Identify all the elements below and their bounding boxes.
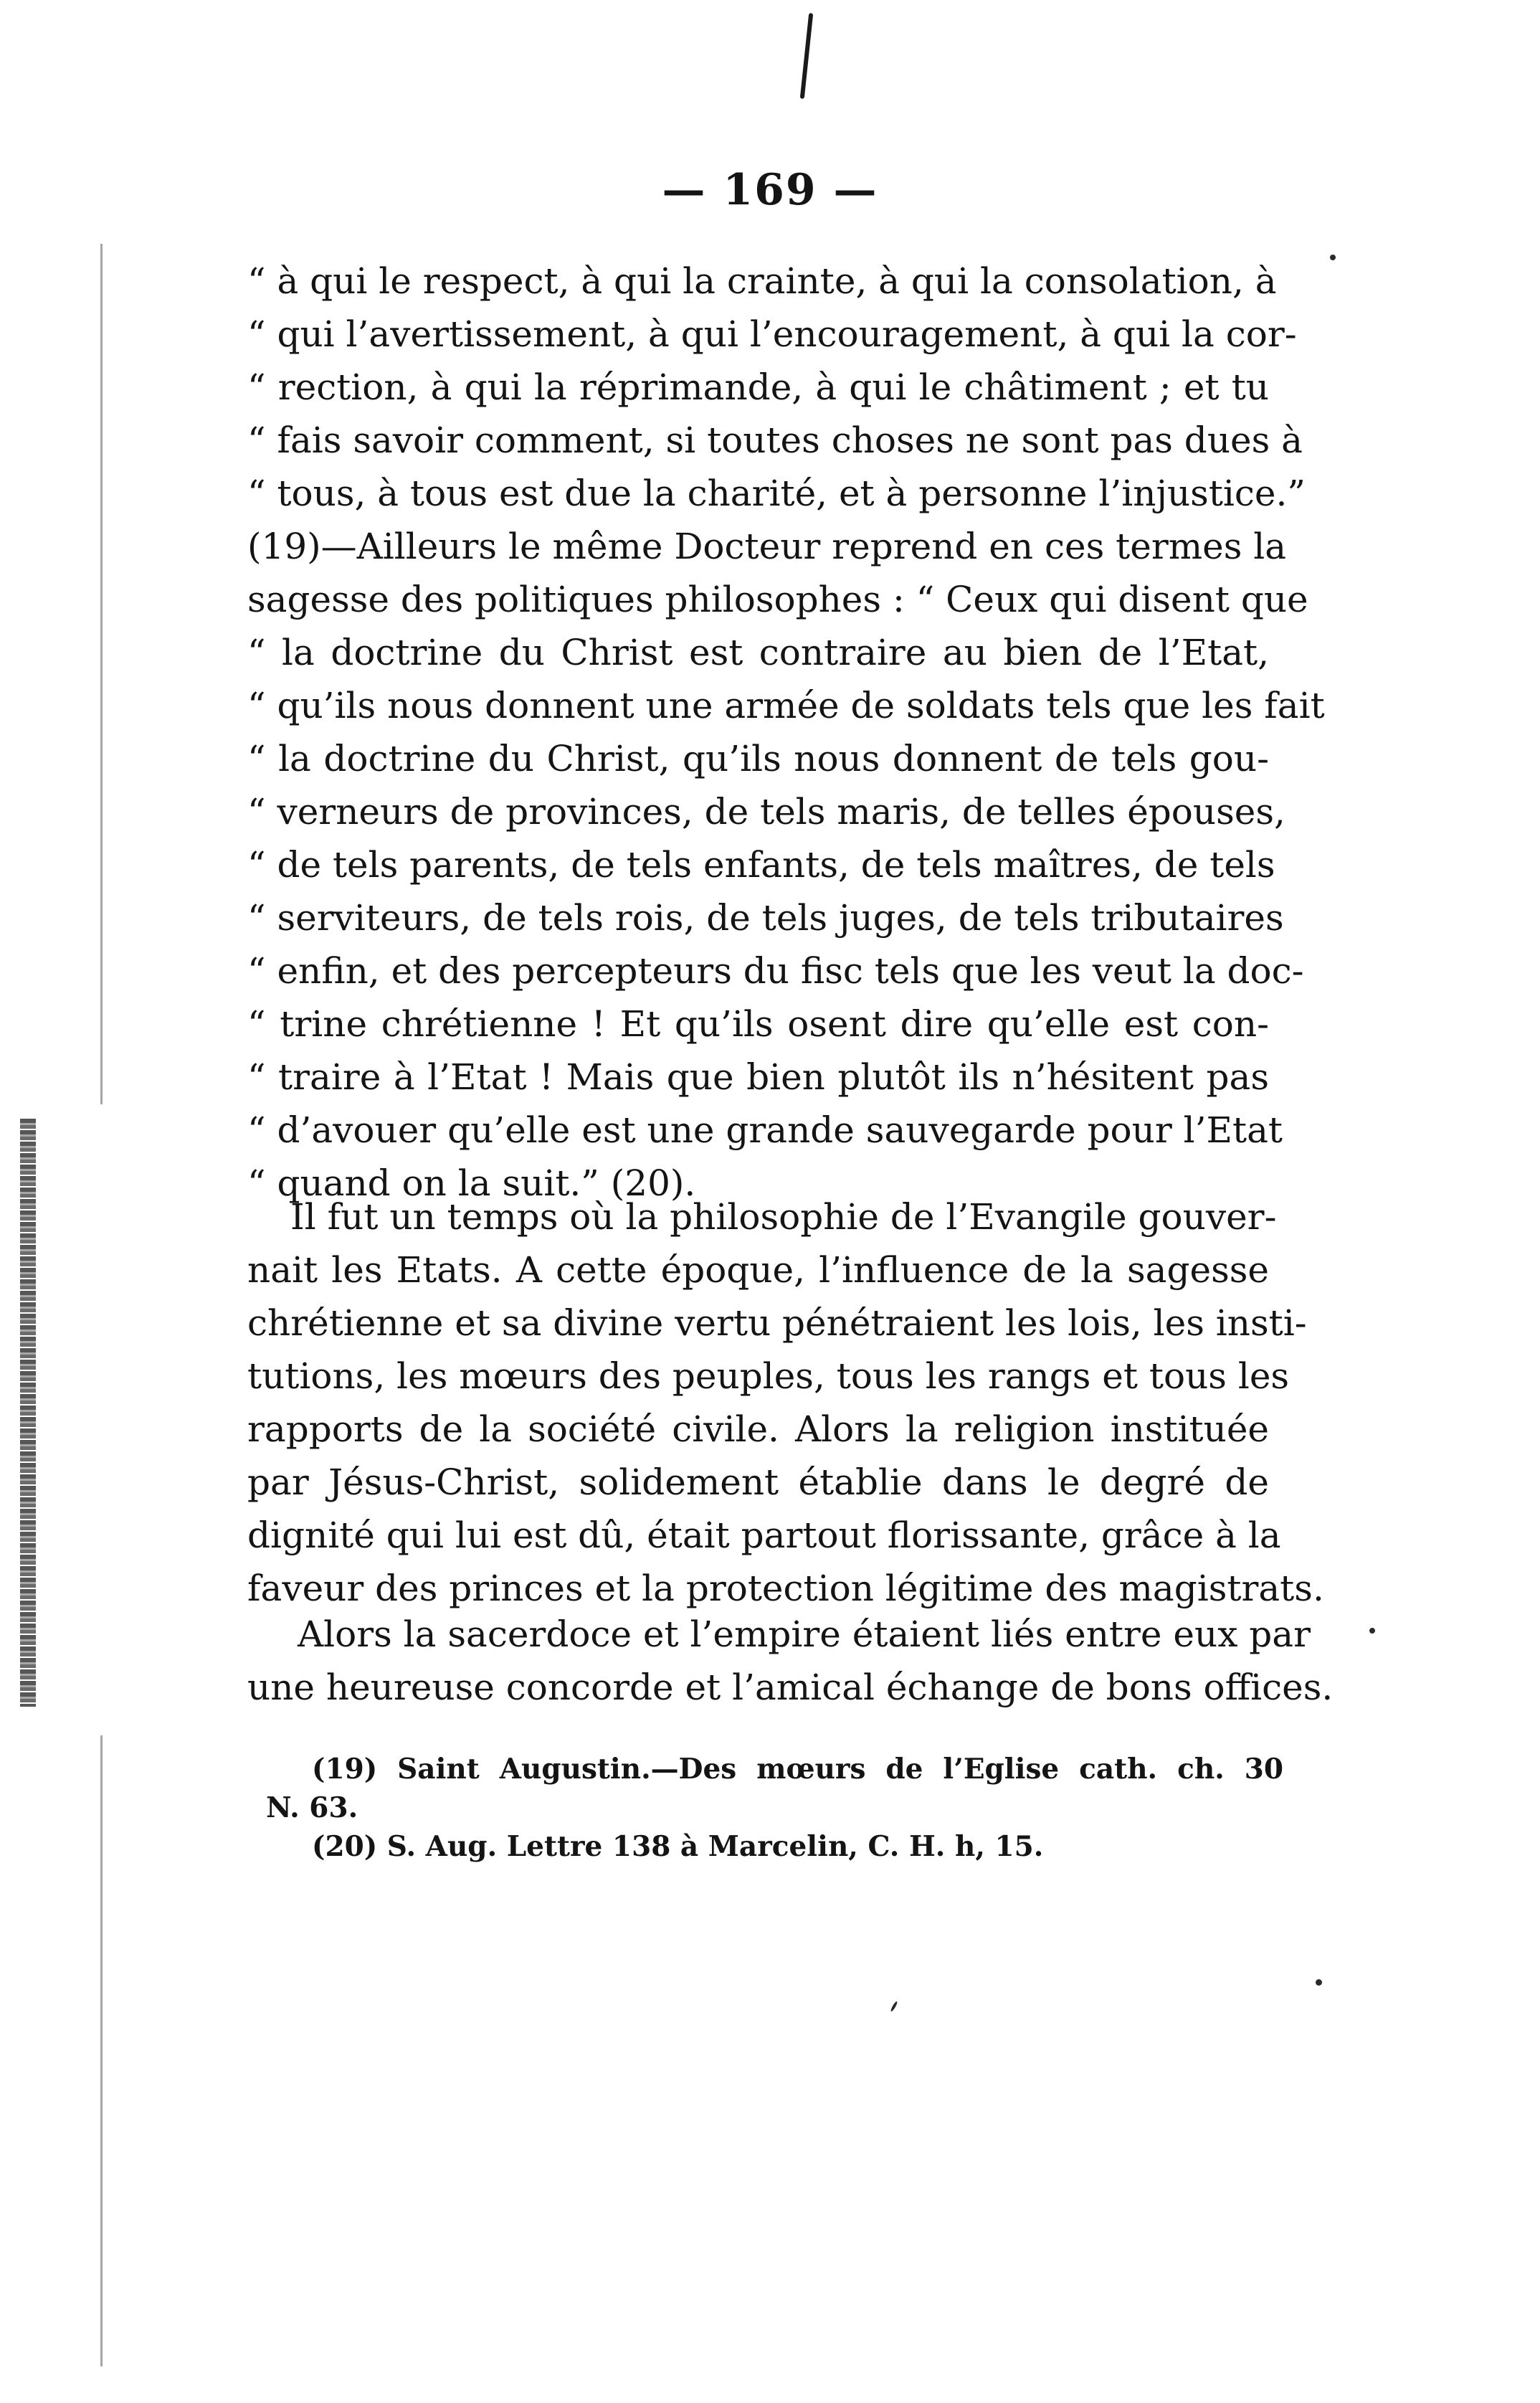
footnotes (266, 1750, 1283, 1866)
text-line: “ traire à l’Etat ! Mais que bien plutôt ils n’hésitent pas (247, 1056, 1269, 1098)
text-line: Alors la sacerdoce et l’empire étaient liés entre eux par (298, 1613, 1311, 1655)
footnote-19-continued: N. 63. (266, 1791, 358, 1824)
edge-line-artifact (100, 1735, 103, 2366)
text-line: “ la doctrine du Christ est contraire au bien de l’Etat, (247, 632, 1269, 673)
text-line: dignité qui lui est dû, était partout florissante, grâce à la (247, 1515, 1281, 1556)
text-line: sagesse des politiques philosophes : “ Ceux qui disent que (247, 579, 1308, 620)
edge-line-artifact (100, 244, 103, 1104)
speck (890, 2001, 898, 2012)
text-line: “ qu’ils nous donnent une armée de soldats tels que les fait (247, 685, 1325, 726)
text-line: “ rection, à qui la réprimande, à qui le châtiment ; et tu (247, 366, 1269, 408)
text-line: “ d’avouer qu’elle est une grande sauvegarde pour l’Etat (247, 1109, 1283, 1151)
text-line: “ la doctrine du Christ, qu’ils nous donnent de tels gou- (247, 738, 1269, 779)
text-line: “ quand on la suit.” (20). (247, 1162, 696, 1204)
text-line: Il fut un temps où la philosophie de l’Evangile gouver- (290, 1196, 1277, 1238)
text-line: chrétienne et sa divine vertu pénétraient les lois, les insti- (247, 1302, 1307, 1344)
text-line: tutions, les mœurs des peuples, tous les rangs et tous les (247, 1355, 1290, 1397)
text-line: “ tous, à tous est due la charité, et à personne l’injustice.” (247, 473, 1306, 514)
speck (1369, 1628, 1375, 1634)
text-line: une heureuse concorde et l’amical échange de bons offices. (247, 1667, 1334, 1708)
quotation-block (247, 255, 1325, 1210)
text-line: par Jésus-Christ, solidement établie dans le degré de (247, 1461, 1269, 1503)
text-line: “ à qui le respect, à qui la crainte, à qui la consolation, à (247, 260, 1277, 302)
text-line: “ enfin, et des percepteurs du fisc tels que les veut la doc- (247, 950, 1304, 992)
text-line: rapports de la société civile. Alors la religion instituée (247, 1408, 1269, 1450)
footnote-19: (19) Saint Augustin.—Des mœurs de l’Eglise cath. ch. 30 (312, 1753, 1283, 1786)
paragraph (247, 1608, 1334, 1714)
speck (1316, 1979, 1322, 1986)
binding-edge-artifact (20, 1119, 36, 1707)
text-line: “ serviteurs, de tels rois, de tels juges, de tels tributaires (247, 897, 1284, 939)
text-line: (19)—Ailleurs le même Docteur reprend en ces termes la (247, 526, 1287, 567)
scan-mark (800, 13, 814, 99)
footnote-20: (20) S. Aug. Lettre 138 à Marcelin, C. H. h, 15. (312, 1830, 1044, 1863)
page-number: — 169 — (662, 165, 878, 215)
text-line: “ verneurs de provinces, de tels maris, de telles épouses, (247, 791, 1285, 833)
paragraph (247, 1190, 1324, 1615)
text-line: nait les Etats. A cette époque, l’influence de la sagesse (247, 1249, 1269, 1291)
text-line: “ trine chrétienne ! Et qu’ils osent dire qu’elle est con- (247, 1003, 1269, 1045)
speck (1330, 255, 1336, 260)
text-line: “ fais savoir comment, si toutes choses ne sont pas dues à (247, 420, 1303, 461)
text-line: faveur des princes et la protection légitime des magistrats. (247, 1568, 1324, 1609)
text-line: “ qui l’avertissement, à qui l’encouragement, à qui la cor- (247, 313, 1297, 355)
text-line: “ de tels parents, de tels enfants, de tels maîtres, de tels (247, 844, 1275, 886)
